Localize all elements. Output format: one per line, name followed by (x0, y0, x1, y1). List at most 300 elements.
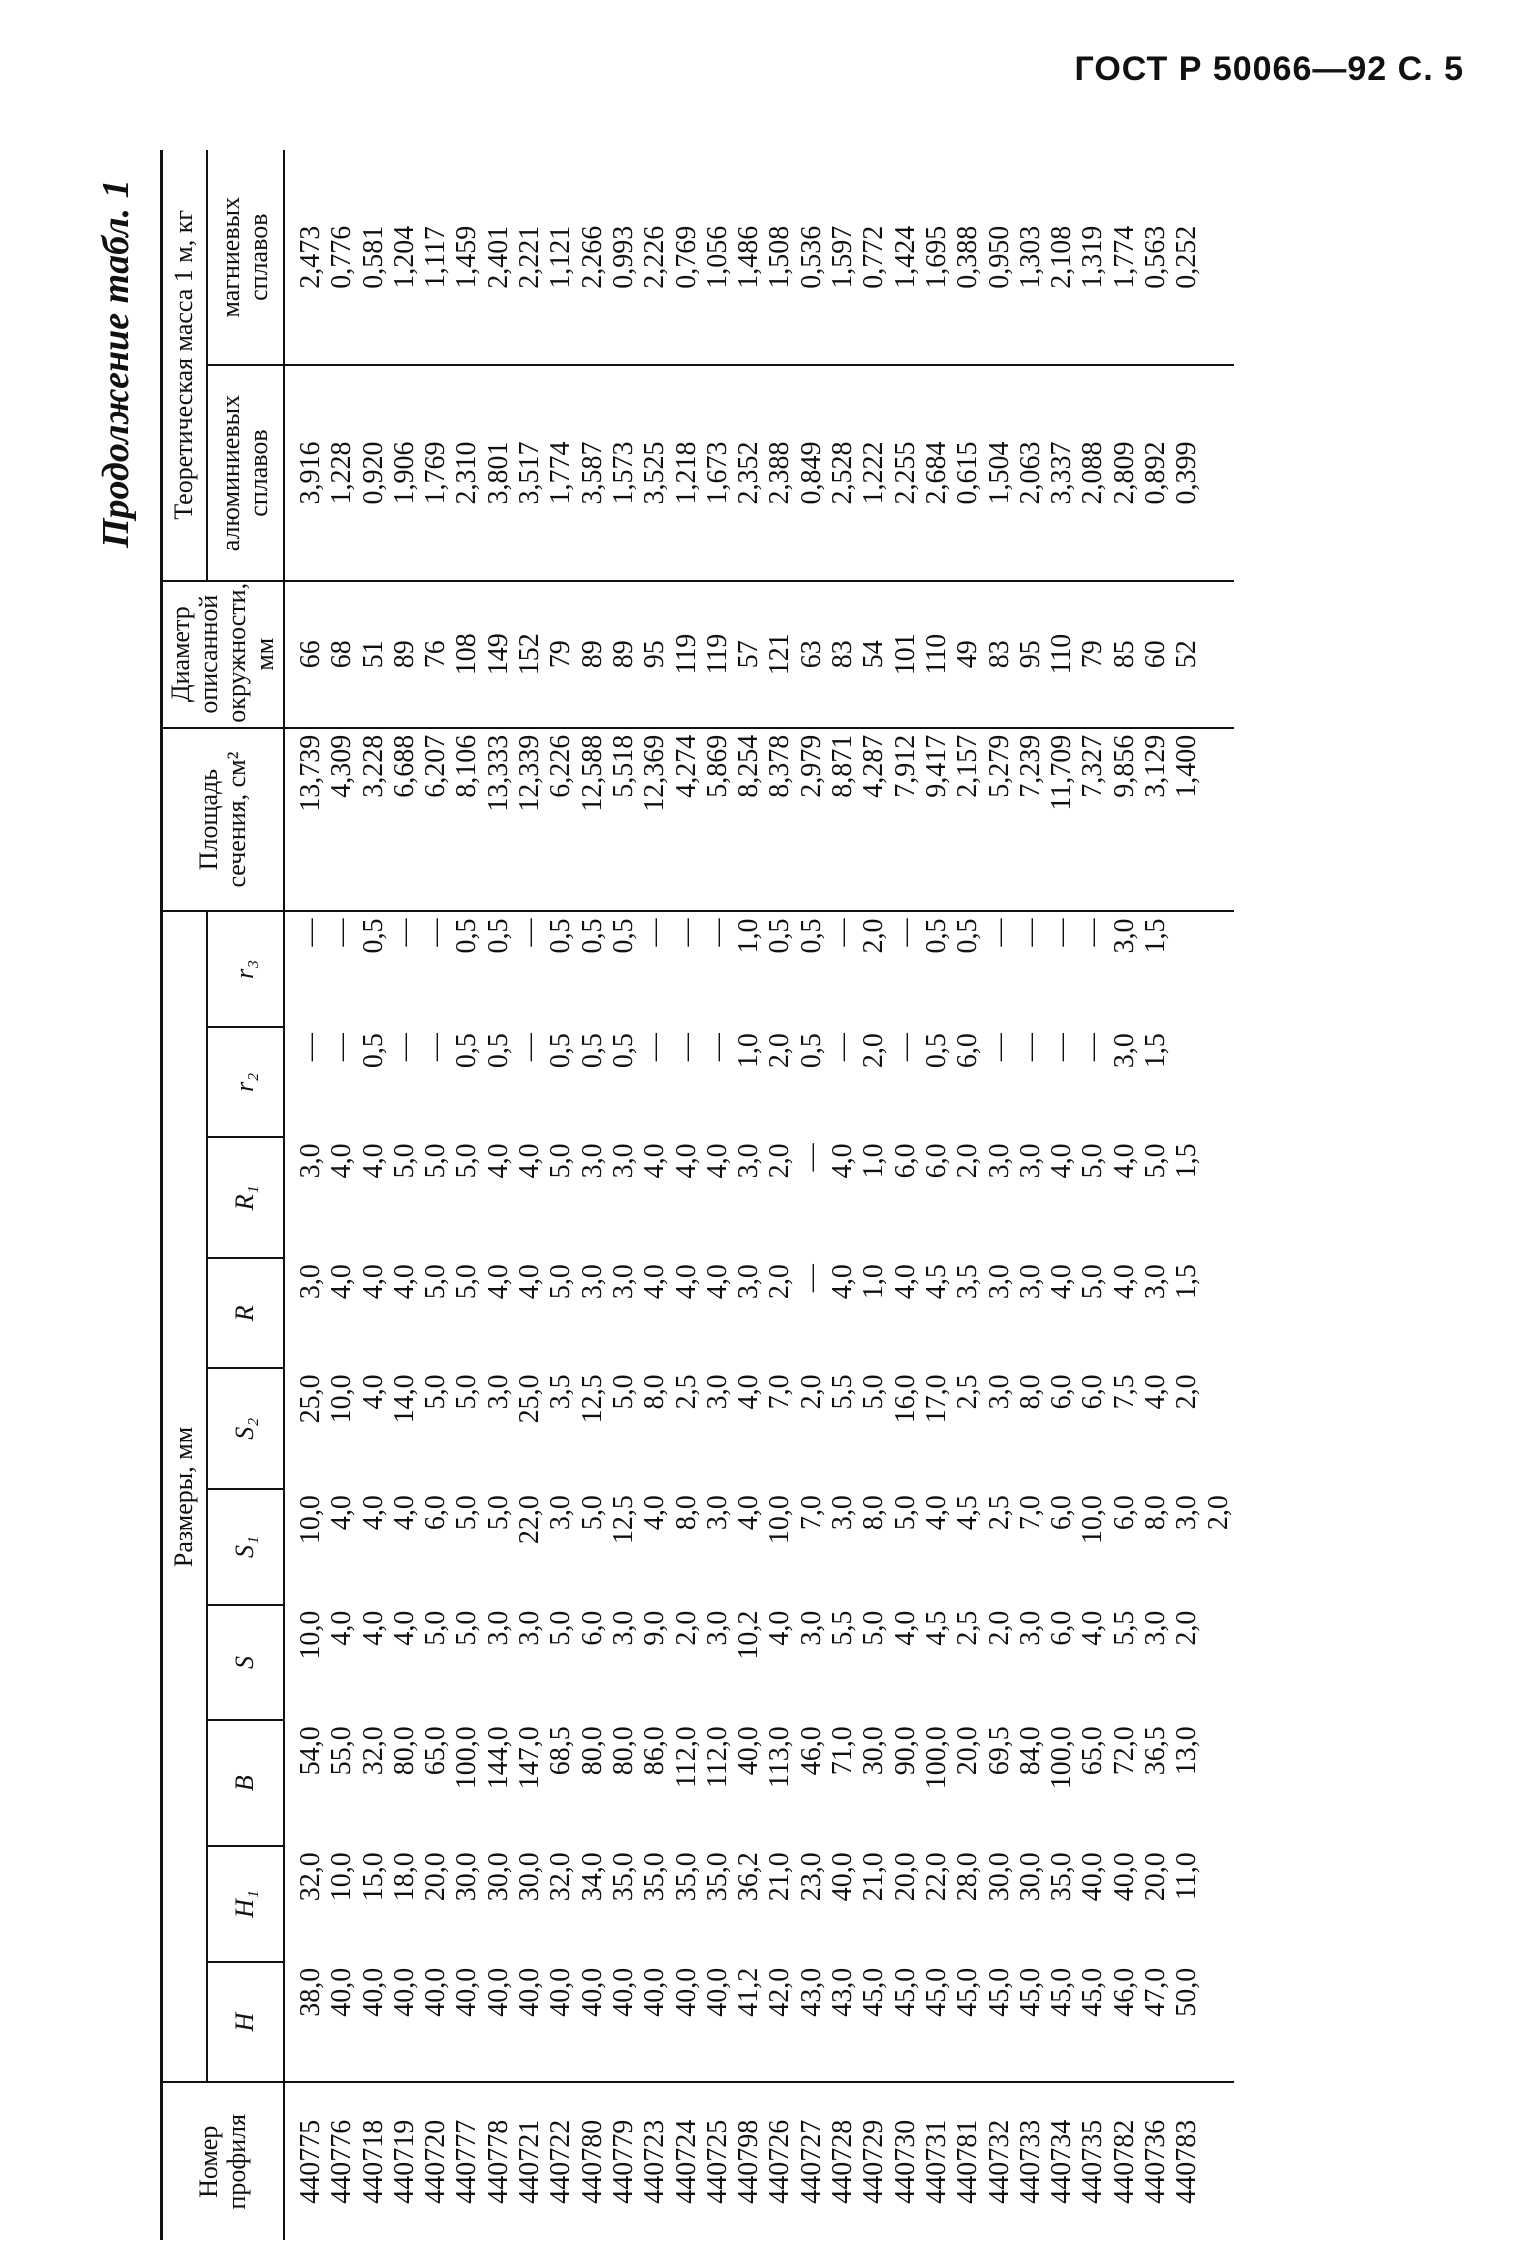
cell-R: 4,0 (482, 1264, 514, 1300)
cell-mg: 0,252 (1171, 225, 1203, 289)
cell-al: 3,337 (1046, 441, 1078, 505)
cell-diam: 149 (482, 633, 514, 676)
cell-R: 4,0 (326, 1264, 358, 1300)
cell-R1: 5,0 (388, 1143, 420, 1179)
cell-B: 40,0 (733, 1726, 765, 1776)
cell-R1: 4,0 (1046, 1143, 1078, 1179)
cell-profile: 440718 (357, 2119, 389, 2204)
cell-H: 45,0 (858, 1967, 890, 2017)
cell-R1: 5,0 (1140, 1143, 1172, 1179)
cell-area: 8,378 (764, 734, 796, 798)
cell-r2: 0,5 (482, 1033, 514, 1069)
cell-R1: 1,5 (1171, 1143, 1203, 1179)
col-header-mass: Теоретическая масса 1 м, кг (162, 150, 207, 581)
cell-diam: 51 (357, 640, 389, 669)
cell-R1: 4,0 (827, 1143, 859, 1179)
cell-R: 5,0 (545, 1264, 577, 1300)
cell-al: 2,388 (764, 441, 796, 505)
cell-r3: — (326, 918, 358, 947)
cell-diam: 79 (545, 640, 577, 669)
cell-S2: 4,0 (357, 1374, 389, 1410)
cell-B: 32,0 (357, 1726, 389, 1776)
cell-S1: 3,0 (1171, 1495, 1203, 1531)
cell-R1: 4,0 (1108, 1143, 1140, 1179)
col-header-H1: H₁ (207, 1846, 284, 1962)
cell-R: 3,0 (1014, 1264, 1046, 1300)
cell-R1: 5,0 (545, 1143, 577, 1179)
cell-r3: 0,5 (451, 918, 483, 954)
cell-profile: 440731 (920, 2119, 952, 2204)
cell-R1: 2,0 (952, 1143, 984, 1179)
cell-al: 0,892 (1140, 441, 1172, 505)
cell-S1: 10,0 (295, 1495, 326, 1545)
cell-R1: 6,0 (920, 1143, 952, 1179)
cell-R: 4,5 (920, 1264, 952, 1300)
cell-mg: 1,424 (889, 225, 921, 289)
cell-S1: 4,0 (639, 1495, 671, 1531)
cell-R1: 4,0 (326, 1143, 358, 1179)
cell-r2: 6,0 (952, 1033, 984, 1069)
cell-H: 50,0 (1171, 1967, 1203, 2017)
col-header-H: H (207, 1962, 284, 2083)
cell-B: 20,0 (952, 1726, 984, 1776)
cell-H1: 15,0 (357, 1852, 389, 1902)
cell-H: 40,0 (326, 1967, 358, 2017)
cell-profile: 440725 (701, 2119, 733, 2204)
cell-mg: 2,226 (639, 225, 671, 289)
cell-area: 12,369 (639, 734, 671, 812)
cell-S2: 8,0 (1014, 1374, 1046, 1410)
column-area (284, 728, 1234, 912)
cell-al: 3,916 (295, 441, 326, 505)
cell-r2: 0,5 (920, 1033, 952, 1069)
cell-S1: 6,0 (1046, 1495, 1078, 1531)
column-B (284, 1720, 1234, 1846)
cell-H1: 35,0 (607, 1852, 639, 1902)
cell-B: 65,0 (1077, 1726, 1109, 1776)
cell-diam: 89 (607, 640, 639, 669)
cell-S2: 3,5 (545, 1374, 577, 1410)
cell-S2: 5,0 (607, 1374, 639, 1410)
cell-H: 43,0 (795, 1967, 827, 2017)
cell-S1: 4,0 (388, 1495, 420, 1531)
cell-al: 1,228 (326, 441, 358, 505)
cell-profile: 440724 (670, 2119, 702, 2204)
cell-r2: 0,5 (357, 1033, 389, 1069)
cell-r3: — (670, 918, 702, 947)
cell-H: 40,0 (357, 1967, 389, 2017)
cell-al: 1,573 (607, 441, 639, 505)
cell-H1: 18,0 (388, 1852, 420, 1902)
column-al (284, 365, 1234, 580)
cell-diam: 57 (733, 640, 765, 669)
cell-diam: 83 (827, 640, 859, 669)
cell-profile: 440729 (858, 2119, 890, 2204)
col-header-S: S (207, 1605, 284, 1721)
cell-B: 112,0 (670, 1726, 702, 1789)
cell-S2: 3,0 (983, 1374, 1015, 1410)
cell-diam: 89 (576, 640, 608, 669)
cell-area: 9,856 (1108, 734, 1140, 798)
cell-al: 0,920 (357, 441, 389, 505)
cell-profile: 440732 (983, 2119, 1015, 2204)
cell-S2: 6,0 (1077, 1374, 1109, 1410)
cell-area: 2,979 (795, 734, 827, 798)
cell-B: 100,0 (1046, 1726, 1078, 1790)
cell-B: 55,0 (326, 1726, 358, 1776)
cell-S1: 8,0 (858, 1495, 890, 1531)
cell-S1: 10,0 (764, 1495, 796, 1545)
cell-S2: 5,5 (827, 1374, 859, 1410)
cell-H: 38,0 (295, 1967, 326, 2017)
cell-mg: 0,772 (858, 225, 890, 289)
cell-S: 5,0 (545, 1610, 577, 1646)
cell-B: 113,0 (764, 1726, 796, 1789)
cell-r3: — (827, 918, 859, 947)
cell-S2: 5,0 (858, 1374, 890, 1410)
cell-B: 86,0 (639, 1726, 671, 1776)
cell-mg: 0,581 (357, 225, 389, 289)
cell-r3: — (701, 918, 733, 947)
cell-diam: 79 (1077, 640, 1109, 669)
cell-R1: 3,0 (1014, 1143, 1046, 1179)
cell-mg: 0,536 (795, 225, 827, 289)
cell-S: 5,5 (827, 1610, 859, 1646)
cell-r3: 3,0 (1108, 918, 1140, 954)
cell-r2: — (295, 1033, 326, 1062)
cell-S: 5,0 (858, 1610, 890, 1646)
column-R1 (284, 1137, 1234, 1258)
cell-area: 5,279 (983, 734, 1015, 798)
cell-R1: 1,0 (858, 1143, 890, 1179)
cell-S: 3,0 (1014, 1610, 1046, 1646)
cell-H1: 28,0 (952, 1852, 984, 1902)
cell-diam: 108 (451, 633, 483, 676)
cell-S: 3,0 (514, 1610, 546, 1646)
col-header-S1: S₁ (207, 1489, 284, 1605)
profile-table (160, 150, 1234, 2240)
cell-H: 40,0 (607, 1967, 639, 2017)
cell-mg: 1,056 (701, 225, 733, 289)
cell-diam: 95 (639, 640, 671, 669)
cell-H: 40,0 (420, 1967, 452, 2017)
cell-area: 6,688 (388, 734, 420, 798)
cell-area: 5,869 (701, 734, 733, 798)
cell-mg: 0,388 (952, 225, 984, 289)
cell-S1: 7,0 (795, 1495, 827, 1531)
cell-mg: 1,117 (420, 226, 452, 289)
cell-al: 2,684 (920, 441, 952, 505)
cell-S1: 22,0 (514, 1495, 546, 1545)
cell-S1: 3,0 (701, 1495, 733, 1531)
cell-r2: 2,0 (858, 1033, 890, 1069)
cell-r2: — (889, 1033, 921, 1062)
cell-H1: 30,0 (1014, 1852, 1046, 1902)
cell-S: 3,0 (701, 1610, 733, 1646)
cell-S1: 2,0 (1202, 1495, 1234, 1531)
cell-r2: — (420, 1033, 452, 1062)
cell-profile: 440720 (420, 2119, 452, 2204)
cell-S2: 8,0 (639, 1374, 671, 1410)
cell-R1: 2,0 (764, 1143, 796, 1179)
cell-area: 3,228 (357, 734, 389, 798)
cell-R1: 3,0 (733, 1143, 765, 1179)
cell-R1: 4,0 (514, 1143, 546, 1179)
cell-B: 80,0 (576, 1726, 608, 1776)
cell-r2: — (1077, 1033, 1109, 1062)
cell-mg: 1,204 (388, 225, 420, 289)
cell-area: 13,739 (295, 734, 326, 812)
cell-r2: 0,5 (795, 1033, 827, 1069)
cell-area: 12,588 (576, 734, 608, 812)
cell-H1: 20,0 (420, 1852, 452, 1902)
cell-mg: 2,473 (295, 225, 326, 289)
cell-al: 1,504 (983, 441, 1015, 505)
cell-H1: 20,0 (1140, 1852, 1172, 1902)
cell-r2: — (983, 1033, 1015, 1062)
cell-H: 45,0 (1014, 1967, 1046, 2017)
cell-B: 54,0 (295, 1726, 326, 1776)
cell-H1: 21,0 (764, 1852, 796, 1902)
cell-H: 47,0 (1140, 1967, 1172, 2017)
cell-r2: 1,0 (733, 1033, 765, 1069)
cell-S1: 10,0 (1077, 1495, 1109, 1545)
cell-mg: 2,221 (514, 225, 546, 289)
cell-S1: 5,0 (482, 1495, 514, 1531)
cell-B: 84,0 (1014, 1726, 1046, 1776)
cell-S: 4,0 (357, 1610, 389, 1646)
cell-area: 7,912 (889, 734, 921, 798)
col-header-r2: r₂ (207, 1027, 284, 1137)
table-body-row (284, 150, 1234, 2240)
cell-R: 4,0 (388, 1264, 420, 1300)
cell-R1: 4,0 (670, 1143, 702, 1179)
cell-mg: 1,508 (764, 225, 796, 289)
cell-r3: — (1046, 918, 1078, 947)
cell-H: 45,0 (889, 1967, 921, 2017)
cell-H1: 32,0 (295, 1852, 326, 1902)
cell-diam: 110 (1046, 633, 1078, 675)
cell-B: 144,0 (482, 1726, 514, 1790)
cell-S: 6,0 (576, 1610, 608, 1646)
column-profile (284, 2082, 1234, 2240)
cell-r2: — (1046, 1033, 1078, 1062)
cell-R: — (795, 1264, 827, 1293)
cell-R: 4,0 (1046, 1264, 1078, 1300)
cell-area: 8,871 (827, 734, 859, 798)
cell-S2: 6,0 (1046, 1374, 1078, 1410)
cell-al: 3,525 (639, 441, 671, 505)
cell-H1: 30,0 (514, 1852, 546, 1902)
cell-H1: 40,0 (1108, 1852, 1140, 1902)
cell-S: 2,0 (983, 1610, 1015, 1646)
cell-S2: 4,0 (733, 1374, 765, 1410)
cell-profile: 440776 (326, 2119, 358, 2204)
cell-S1: 6,0 (1108, 1495, 1140, 1531)
col-header-profile: Номер профиля (162, 2082, 285, 2240)
cell-B: 36,5 (1140, 1726, 1172, 1776)
cell-profile: 440730 (889, 2119, 921, 2204)
cell-area: 7,239 (1014, 734, 1046, 798)
cell-R: 3,0 (576, 1264, 608, 1300)
cell-al: 2,255 (889, 441, 921, 505)
cell-mg: 1,303 (1014, 225, 1046, 289)
column-H (284, 1962, 1234, 2083)
cell-S1: 4,0 (326, 1495, 358, 1531)
cell-S2: 16,0 (889, 1374, 921, 1424)
cell-r3: — (639, 918, 671, 947)
cell-diam: 66 (295, 640, 326, 669)
cell-S2: 25,0 (295, 1374, 326, 1424)
cell-B: 100,0 (451, 1726, 483, 1790)
cell-mg: 0,993 (607, 225, 639, 289)
cell-profile: 440736 (1140, 2119, 1172, 2204)
cell-S1: 5,0 (576, 1495, 608, 1531)
cell-r2: 0,5 (576, 1033, 608, 1069)
cell-B: 90,0 (889, 1726, 921, 1776)
col-header-B: B (207, 1720, 284, 1846)
cell-H1: 22,0 (920, 1852, 952, 1902)
cell-mg: 1,774 (1108, 225, 1140, 289)
cell-R1: 4,0 (482, 1143, 514, 1179)
cell-mg: 1,597 (827, 225, 859, 289)
cell-profile: 440722 (545, 2119, 577, 2204)
cell-r3: 0,5 (607, 918, 639, 954)
cell-diam: 121 (764, 633, 796, 676)
cell-B: 30,0 (858, 1726, 890, 1776)
cell-profile: 440728 (827, 2119, 859, 2204)
cell-S1: 5,0 (889, 1495, 921, 1531)
cell-R1: 3,0 (295, 1143, 326, 1179)
cell-S2: 5,0 (451, 1374, 483, 1410)
cell-R1: 4,0 (357, 1143, 389, 1179)
cell-H: 45,0 (1046, 1967, 1078, 2017)
cell-R: 4,0 (357, 1264, 389, 1300)
cell-profile: 440726 (764, 2119, 796, 2204)
cell-R: 1,0 (858, 1264, 890, 1300)
cell-profile: 440721 (514, 2119, 546, 2204)
cell-r3: 0,5 (764, 918, 796, 954)
cell-H: 40,0 (545, 1967, 577, 2017)
cell-R: 4,0 (639, 1264, 671, 1300)
cell-S: 3,0 (1140, 1610, 1172, 1646)
cell-r3: 0,5 (576, 918, 608, 954)
cell-area: 4,309 (326, 734, 358, 798)
cell-mg: 0,776 (326, 225, 358, 289)
cell-profile: 440723 (639, 2119, 671, 2204)
cell-H: 40,0 (388, 1967, 420, 2017)
cell-r3: — (388, 918, 420, 947)
cell-S: 4,0 (326, 1610, 358, 1646)
cell-H: 45,0 (920, 1967, 952, 2017)
cell-mg: 1,121 (545, 225, 577, 289)
rotated-table-area (88, 130, 1418, 2240)
cell-al: 0,615 (952, 441, 984, 505)
cell-r3: 0,5 (545, 918, 577, 954)
cell-r3: — (1077, 918, 1109, 947)
cell-S: 9,0 (639, 1610, 671, 1646)
column-mg (284, 150, 1234, 365)
cell-R: 4,0 (701, 1264, 733, 1300)
cell-S1: 8,0 (1140, 1495, 1172, 1531)
cell-S: 2,0 (1171, 1610, 1203, 1646)
cell-diam: 85 (1108, 640, 1140, 669)
cell-profile: 440775 (295, 2119, 326, 2204)
cell-mg: 1,319 (1077, 225, 1109, 289)
cell-profile: 440719 (388, 2119, 420, 2204)
cell-r2: — (827, 1033, 859, 1062)
cell-H1: 36,2 (733, 1852, 765, 1902)
cell-r3: 1,5 (1140, 918, 1172, 954)
page-header: ГОСТ Р 50066—92 С. 5 (1074, 50, 1464, 88)
cell-mg: 1,695 (920, 225, 952, 289)
cell-al: 0,399 (1171, 441, 1203, 505)
cell-S1: 7,0 (1014, 1495, 1046, 1531)
cell-S2: 25,0 (514, 1374, 546, 1424)
cell-S1: 3,0 (827, 1495, 859, 1531)
cell-S2: 2,5 (670, 1374, 702, 1410)
cell-R: 3,0 (1140, 1264, 1172, 1300)
cell-profile: 440779 (607, 2119, 639, 2204)
cell-S: 4,0 (1077, 1610, 1109, 1646)
cell-B: 71,0 (827, 1726, 859, 1776)
column-H1 (284, 1846, 1234, 1962)
cell-mg: 2,266 (576, 225, 608, 289)
cell-r3: — (514, 918, 546, 947)
cell-mg: 0,769 (670, 225, 702, 289)
cell-r2: — (670, 1033, 702, 1062)
cell-S2: 10,0 (326, 1374, 358, 1424)
cell-S: 2,5 (952, 1610, 984, 1646)
cell-S2: 3,0 (482, 1374, 514, 1410)
cell-R: 3,0 (983, 1264, 1015, 1300)
cell-diam: 49 (952, 640, 984, 669)
cell-S1: 4,0 (733, 1495, 765, 1531)
cell-H1: 30,0 (482, 1852, 514, 1902)
cell-H: 40,0 (576, 1967, 608, 2017)
cell-S1: 6,0 (420, 1495, 452, 1531)
cell-R: 3,0 (295, 1264, 326, 1300)
column-r3 (284, 911, 1234, 1027)
cell-profile: 440778 (482, 2119, 514, 2204)
cell-R1: 6,0 (889, 1143, 921, 1179)
cell-diam: 63 (795, 640, 827, 669)
cell-S1: 8,0 (670, 1495, 702, 1531)
cell-r2: 1,5 (1140, 1033, 1172, 1069)
cell-r2: 0,5 (451, 1033, 483, 1069)
cell-al: 2,352 (733, 441, 765, 505)
cell-B: 69,5 (983, 1726, 1015, 1776)
cell-S2: 3,0 (701, 1374, 733, 1410)
cell-R1: 5,0 (451, 1143, 483, 1179)
cell-al: 1,769 (420, 441, 452, 505)
cell-R: 4,0 (1108, 1264, 1140, 1300)
cell-mg: 2,108 (1046, 225, 1078, 289)
cell-S: 5,5 (1108, 1610, 1140, 1646)
cell-al: 1,218 (670, 441, 702, 505)
cell-profile: 440781 (952, 2119, 984, 2204)
cell-R1: 4,0 (639, 1143, 671, 1179)
cell-r3: — (889, 918, 921, 947)
cell-al: 2,310 (451, 441, 483, 505)
cell-diam: 89 (388, 640, 420, 669)
cell-H1: 20,0 (889, 1852, 921, 1902)
cell-al: 3,587 (576, 441, 608, 505)
cell-mg: 1,486 (733, 225, 765, 289)
col-header-sizes: Размеры, мм (162, 911, 207, 2082)
cell-S2: 5,0 (420, 1374, 452, 1410)
cell-R: 1,5 (1171, 1264, 1203, 1300)
